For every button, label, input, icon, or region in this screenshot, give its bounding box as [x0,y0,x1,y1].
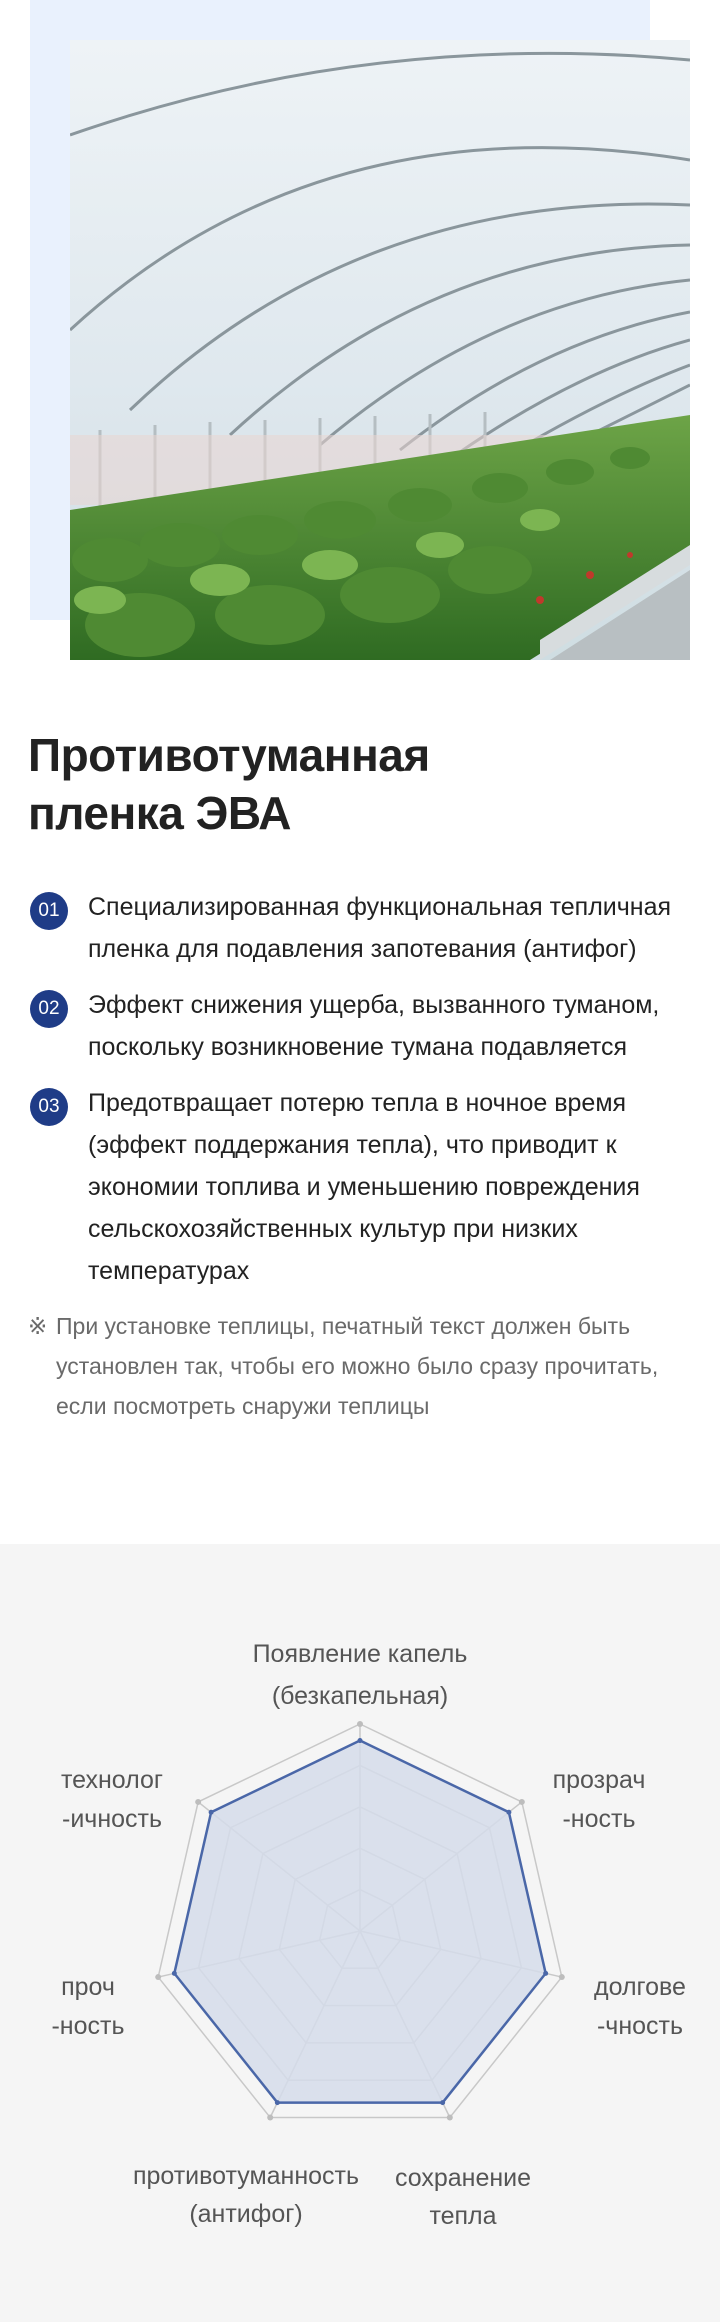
axis-label: прозрач [552,1766,646,1794]
radar-chart [0,1544,720,2322]
axis-label: тепла [429,2202,497,2230]
feature-item [28,886,694,970]
axis-label: технолог [60,1766,164,1794]
feature-list [28,886,694,1306]
page-title-line-1: Противотуманная [28,729,430,781]
feature-text: Эффект снижения ущерба, вызванного туманом, поскольку возникновение тумана подавляется [88,991,660,1061]
data-point [275,2100,280,2105]
data-point [506,1810,511,1815]
feature-item [28,1082,694,1292]
grid-vertex-dot [195,1799,201,1805]
grid-vertex-dot [519,1799,525,1805]
axis-label: -ность [51,2012,125,2040]
grid-vertex-dot [559,1974,565,1980]
number-badge: 01 [30,892,68,930]
axis-label: Появление капель [252,1640,468,1668]
number-badge: 03 [30,1088,68,1126]
data-point [172,1971,177,1976]
axis-label: (безкапельная) [271,1682,449,1710]
note-text: При установке теплицы, печатный текст должен быть установлен так, чтобы его можно было сразу прочитать, если посмотреть снаружи теплицы [56,1313,659,1419]
hero [0,0,720,660]
feature-item [28,984,694,1068]
chart-section [0,1544,720,2322]
axis-label: противотуманность [132,2162,360,2190]
grid-vertex-dot [267,2115,273,2121]
axis-label: проч [61,1973,115,2001]
grid-vertex-dot [357,1721,363,1727]
data-area [174,1741,545,2103]
page-title-line-2: пленка ЭВА [28,787,292,839]
axis-label: -ичность [62,1805,162,1833]
axis-label: сохранение [394,2164,532,2192]
grid-vertex-dot [155,1974,161,1980]
page-title [28,726,668,842]
feature-text: Предотвращает потерю тепла в ночное время (эффект поддержания тепла), что приводит к экономии топлива и уменьшению повреждения сельскохозяйственных культур при низких температурах [88,1089,640,1285]
axis-label: долгове [594,1973,686,2001]
installation-note [28,1306,688,1426]
axis-label: -чность [596,2012,684,2040]
data-point [543,1971,548,1976]
greenhouse-photo [70,40,690,660]
axis-label: (антифог) [189,2200,303,2228]
data-point [440,2100,445,2105]
data-point [209,1810,214,1815]
data-point [358,1738,363,1743]
reference-mark-icon: ※ [28,1313,48,1339]
number-badge: 02 [30,990,68,1028]
grid-vertex-dot [447,2115,453,2121]
axis-label: -ность [562,1805,636,1833]
feature-text: Специализированная функциональная тепличная пленка для подавления запотевания (антифог) [88,893,672,963]
